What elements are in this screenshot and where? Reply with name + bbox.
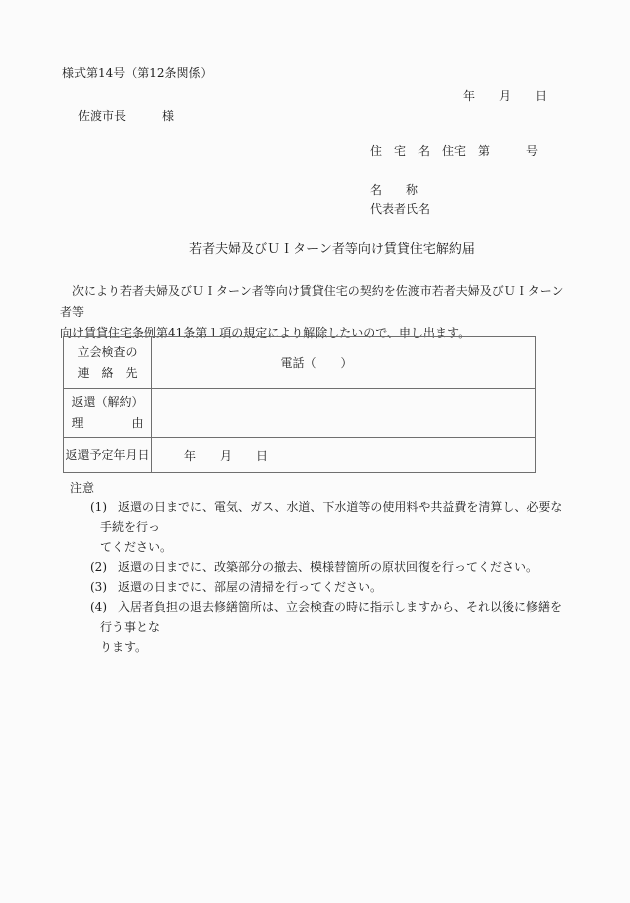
addressee-mayor: 佐渡市長 様	[78, 109, 175, 123]
note-line: ります。	[100, 640, 148, 654]
table-header-line: 返還予定年月日	[65, 447, 150, 462]
representative-name-label: 代表者氏名	[370, 202, 431, 216]
note-line: てください。	[100, 540, 173, 554]
note-item	[62, 577, 572, 597]
phone-field: 電話（ ）	[280, 356, 353, 370]
notes-heading: 注意	[70, 481, 95, 495]
note-number: (1)	[90, 500, 107, 514]
note-line: 入居者負担の退去修繕箇所は、立会検査の時に指示しますから、それ以後に修繕を行う事とな	[100, 600, 563, 634]
table-row-reason	[64, 389, 536, 438]
table-header-line: 立会検査の	[77, 344, 138, 359]
table-row-return-date	[64, 438, 536, 473]
note-line: 返還の日までに、電気、ガス、水道、下水道等の使用料や共益費を清算し、必要な手続を行っ	[100, 500, 563, 534]
note-item	[62, 497, 572, 557]
body-paragraph-line: 向け賃貸住宅条例第41条第１項の規定により解除したいので、申し出ます。	[60, 326, 471, 340]
body-paragraph	[60, 281, 572, 344]
form-table	[63, 336, 536, 473]
reason-header-cell	[64, 389, 152, 438]
note-line: 返還の日までに、部屋の清掃を行ってください。	[118, 580, 383, 594]
note-item	[62, 557, 572, 577]
return-date-value-cell	[152, 438, 536, 473]
date-line: 年 月 日	[462, 89, 547, 103]
notes-list	[62, 497, 572, 657]
table-header-line: 返還（解約）	[71, 395, 144, 409]
table-header-line: 連 絡 先	[77, 365, 138, 380]
housing-name-line: 住 宅 名 住宅 第 号	[370, 144, 539, 158]
form-number: 様式第14号（第12条関係）	[62, 66, 213, 80]
applicant-name-label: 名 称	[370, 183, 419, 197]
document-title: 若者夫婦及びＵＩターン者等向け賃貸住宅解約届	[189, 242, 475, 257]
return-date-header-cell	[64, 438, 152, 473]
table-header-line: 理 由	[71, 416, 144, 430]
table-row-contact	[64, 337, 536, 389]
contact-value-cell	[152, 337, 536, 389]
note-number: (3)	[90, 580, 107, 594]
contact-header-cell	[64, 337, 152, 389]
reason-value-cell	[152, 389, 536, 438]
body-paragraph-line: 次により若者夫婦及びＵＩターン者等向け賃貸住宅の契約を佐渡市若者夫婦及びＵＩターン者等	[60, 284, 564, 319]
note-line: 返還の日までに、改築部分の撤去、模様替箇所の原状回復を行ってください。	[118, 560, 539, 574]
note-item	[62, 597, 572, 657]
note-number: (4)	[90, 600, 107, 614]
note-number: (2)	[90, 560, 107, 574]
return-date-field: 年 月 日	[184, 448, 269, 463]
